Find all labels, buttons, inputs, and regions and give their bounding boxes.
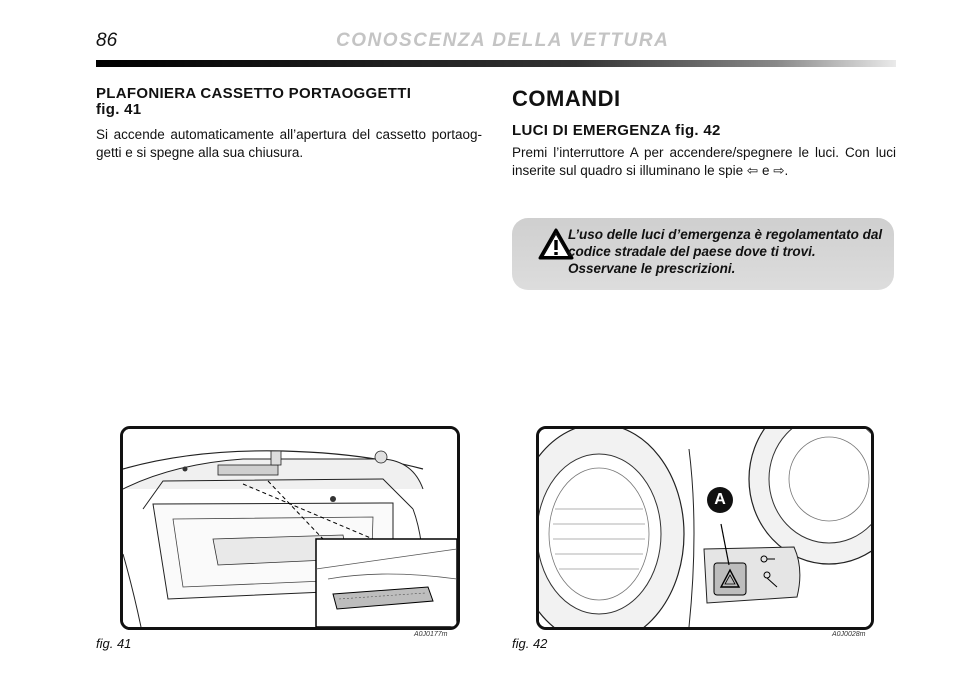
section-heading-figref: fig. 41 <box>96 101 142 118</box>
body-end: . <box>784 163 789 178</box>
left-column <box>96 86 482 162</box>
figure-41 <box>120 426 460 630</box>
right-column <box>512 86 896 180</box>
warning-text: L’uso delle luci d’emergenza è regolamentato dal codice stradale del paese dove ti trovi. Osservane le prescrizioni. <box>568 227 883 276</box>
figure-42 <box>536 426 874 630</box>
hazard-left-arrow-icon: ⇦ <box>746 163 759 178</box>
hazard-right-arrow-icon: ⇨ <box>773 163 785 178</box>
subsection-heading: LUCI DI EMERGENZA fig. 42 <box>512 122 721 139</box>
body-text: Premi l’interruttore A per accendere/spegnere le luci. Con luci inserite sul quadro si illuminano le spie <box>512 145 896 178</box>
body-conjunction: e <box>758 163 774 178</box>
running-title: CONOSCENZA DELLA VETTURA <box>336 30 670 51</box>
callout-badge-A: A <box>707 487 733 513</box>
figure-42-code: A0J0028m <box>832 631 866 638</box>
page-number: 86 <box>96 30 118 51</box>
figure-42-caption: fig. 42 <box>512 636 548 651</box>
figure-41-code: A0J0177m <box>414 631 448 638</box>
section-body: Si accende automaticamente all’apertura del cassetto portaog- getti e si spegne alla sua chiusura. <box>96 127 482 160</box>
hazard-switch-illustration <box>539 429 871 627</box>
glove-box-illustration <box>123 429 457 627</box>
section-heading: PLAFONIERA CASSETTO PORTAOGGETTI <box>96 85 412 102</box>
figure-41-caption: fig. 41 <box>96 636 132 651</box>
warning-box <box>512 218 894 290</box>
header-rule <box>96 60 896 67</box>
subsection-body <box>512 144 896 180</box>
chapter-title: COMANDI <box>512 86 621 111</box>
